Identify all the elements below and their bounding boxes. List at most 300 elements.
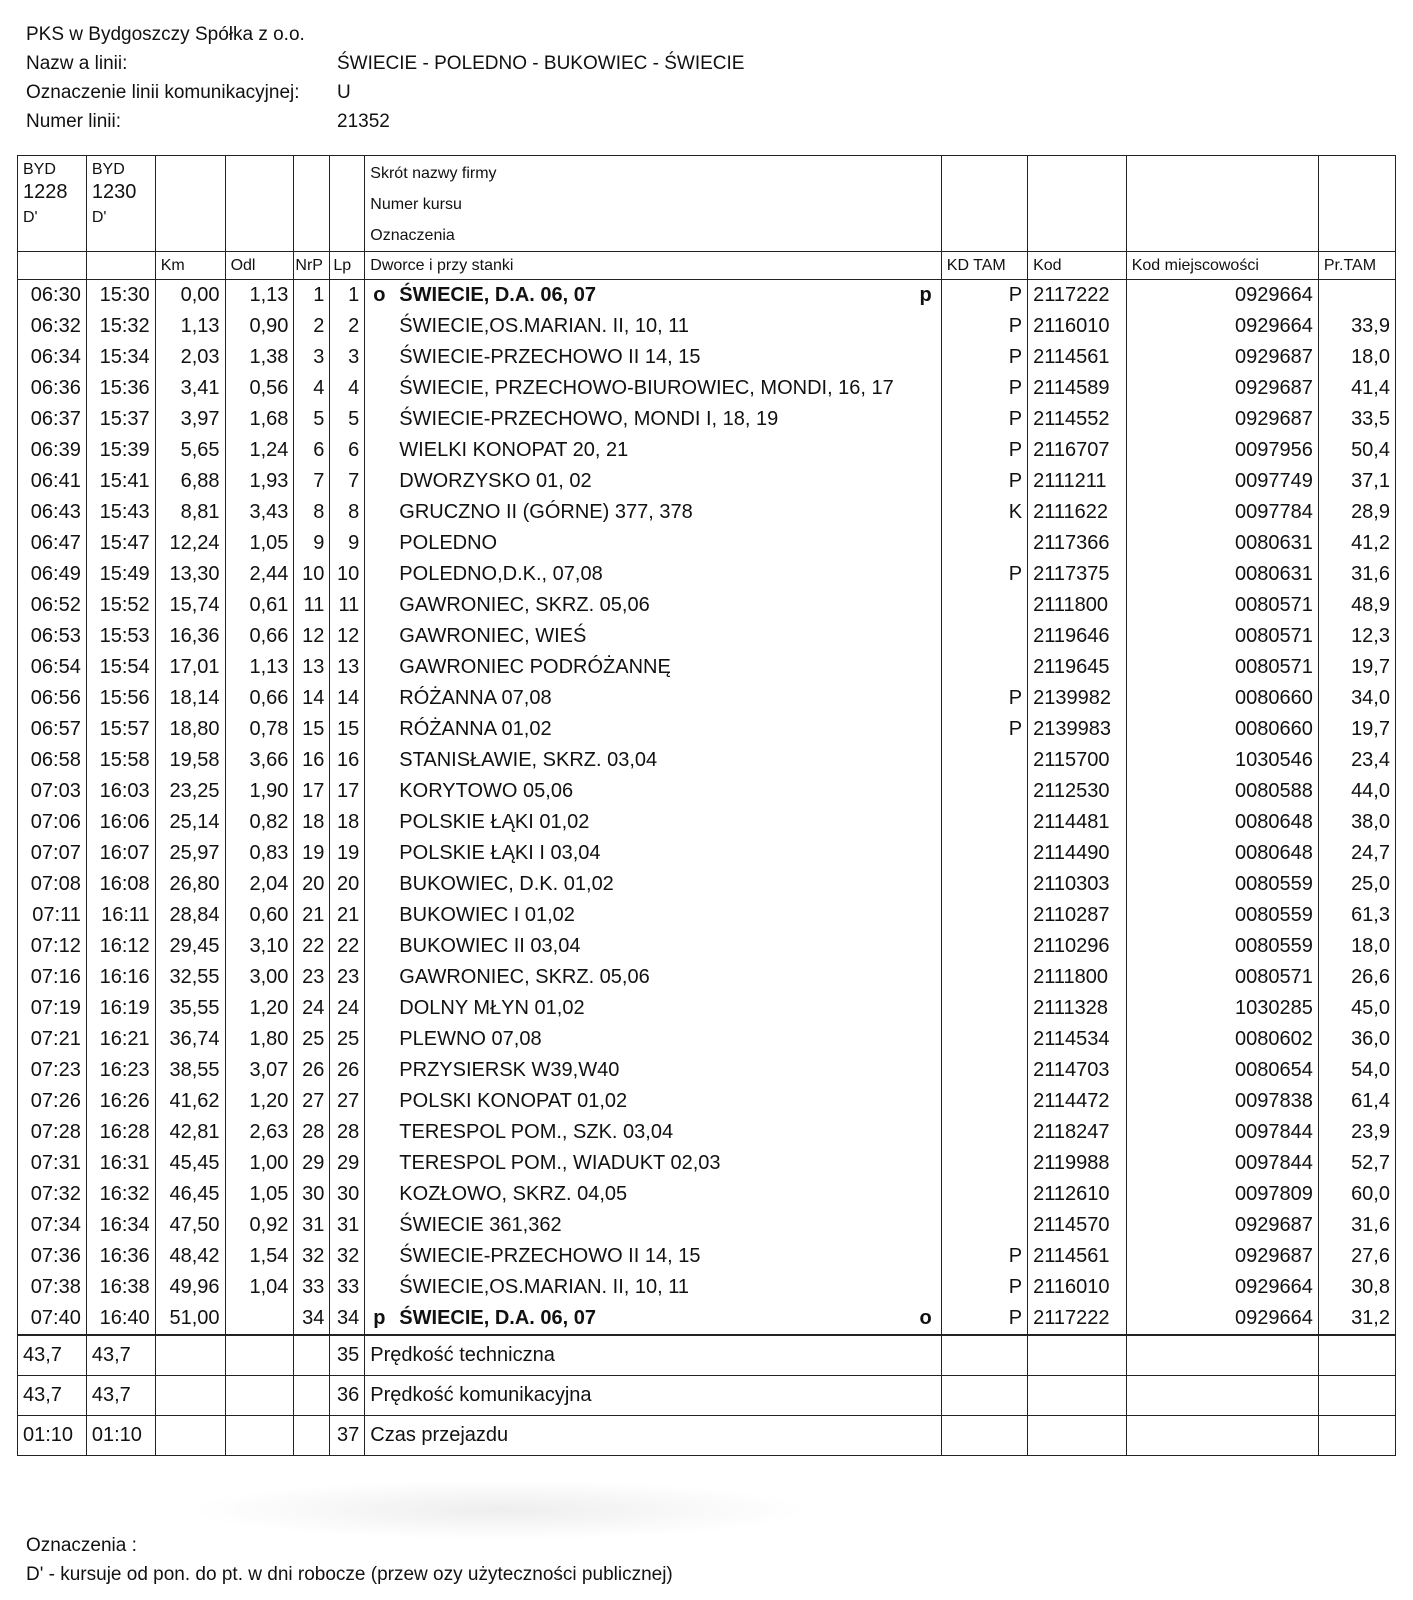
line-name: ŚWIECIE - POLEDNO - BUKOWIEC - ŚWIECIE (337, 53, 745, 74)
stop-nrp: 27 (294, 1086, 330, 1117)
stop-name-cell (365, 993, 941, 1024)
empty-header-cell (330, 156, 365, 252)
summary-empty-cell (1028, 1416, 1127, 1456)
stop-lp: 14 (330, 683, 365, 714)
stop-nrp: 14 (294, 683, 330, 714)
stop-name-wrap (373, 749, 935, 772)
stop-name-wrap (373, 935, 935, 958)
stop-code: 2110287 (1028, 900, 1127, 931)
stop-locality-code: 0080648 (1126, 807, 1318, 838)
stop-lp: 32 (330, 1241, 365, 1272)
stop-km: 25,14 (155, 807, 225, 838)
stop-nrp: 16 (294, 745, 330, 776)
col-header-lp: Lp (330, 252, 365, 280)
stop-time-course1: 07:19 (18, 993, 87, 1024)
col-header-kod-miejscowosci: Kod miejscowości (1126, 252, 1318, 280)
stop-row (18, 931, 1396, 962)
stop-time-course2: 16:08 (86, 869, 155, 900)
summary-empty-cell (1126, 1376, 1318, 1416)
stop-pr-tam: 18,0 (1318, 342, 1395, 373)
stop-km: 15,74 (155, 590, 225, 621)
stop-name-cell (365, 962, 941, 993)
stop-name-cell (365, 621, 941, 652)
stop-code: 2139983 (1028, 714, 1127, 745)
stop-kd-tam (941, 745, 1027, 776)
stop-name: BUKOWIEC, D.K. 01,02 (399, 873, 614, 895)
stop-name-wrap (373, 1152, 935, 1175)
stop-name-wrap (373, 656, 935, 679)
stop-distance: 1,04 (225, 1272, 294, 1303)
stop-code: 2114561 (1028, 342, 1127, 373)
stop-row (18, 435, 1396, 466)
col-header-pr-tam: Pr.TAM (1318, 252, 1395, 280)
course1-header (18, 156, 87, 252)
stop-pr-tam: 38,0 (1318, 807, 1395, 838)
course-header-row (18, 156, 1396, 252)
stop-lp: 31 (330, 1210, 365, 1241)
stop-row (18, 528, 1396, 559)
col-header-km: Km (155, 252, 225, 280)
stop-time-course1: 07:31 (18, 1148, 87, 1179)
stop-name: GAWRONIEC, SKRZ. 05,06 (399, 594, 650, 616)
stop-locality-code: 0080571 (1126, 652, 1318, 683)
stop-distance: 1,20 (225, 1086, 294, 1117)
stop-row (18, 900, 1396, 931)
stop-time-course2: 15:37 (86, 404, 155, 435)
stop-locality-code: 0080559 (1126, 900, 1318, 931)
stop-km: 35,55 (155, 993, 225, 1024)
stop-lp: 23 (330, 962, 365, 993)
stop-name: ŚWIECIE 361,362 (399, 1214, 562, 1236)
stop-pr-tam: 41,2 (1318, 528, 1395, 559)
stop-kd-tam: P (941, 311, 1027, 342)
stop-lp: 24 (330, 993, 365, 1024)
stop-code: 2114490 (1028, 838, 1127, 869)
stop-row (18, 373, 1396, 404)
stop-code: 2119988 (1028, 1148, 1127, 1179)
stop-name-wrap (373, 563, 935, 586)
stop-time-course2: 15:58 (86, 745, 155, 776)
stop-pr-tam: 31,2 (1318, 1303, 1395, 1335)
stop-name: ŚWIECIE-PRZECHOWO, MONDI I, 18, 19 (399, 408, 779, 430)
summary-empty-cell (941, 1335, 1027, 1376)
stop-lp: 27 (330, 1086, 365, 1117)
stop-kd-tam (941, 900, 1027, 931)
stop-kd-tam (941, 1179, 1027, 1210)
stop-name-wrap (373, 377, 935, 400)
stop-locality-code: 0080559 (1126, 931, 1318, 962)
stop-km: 41,62 (155, 1086, 225, 1117)
stop-time-course2: 16:11 (86, 900, 155, 931)
line-name-label: Nazw a linii: (26, 53, 128, 74)
stop-lp: 17 (330, 776, 365, 807)
stop-locality-code: 0929687 (1126, 404, 1318, 435)
stop-time-course2: 15:43 (86, 497, 155, 528)
stop-row (18, 590, 1396, 621)
column-header-row (18, 252, 1396, 280)
stop-lp: 28 (330, 1117, 365, 1148)
stop-code: 2116707 (1028, 435, 1127, 466)
stop-code: 2115700 (1028, 745, 1127, 776)
stop-locality-code: 0080602 (1126, 1024, 1318, 1055)
stop-lp: 30 (330, 1179, 365, 1210)
stop-nrp: 9 (294, 528, 330, 559)
stop-km: 36,74 (155, 1024, 225, 1055)
stop-kd-tam: P (941, 280, 1027, 312)
stop-name: GAWRONIEC, WIEŚ (399, 625, 587, 647)
stop-time-course2: 15:36 (86, 373, 155, 404)
stop-lp: 6 (330, 435, 365, 466)
stop-time-course1: 06:52 (18, 590, 87, 621)
stop-name-cell (365, 342, 941, 373)
stop-time-course2: 15:34 (86, 342, 155, 373)
stop-distance: 0,78 (225, 714, 294, 745)
stop-row (18, 807, 1396, 838)
stop-nrp: 17 (294, 776, 330, 807)
stop-name-cell (365, 1272, 941, 1303)
stop-time-course2: 15:32 (86, 311, 155, 342)
legend-note: D' - kursuje od pon. do pt. w dni robocze (przew ozy użyteczności publicznej) (26, 1564, 673, 1585)
stop-nrp: 22 (294, 931, 330, 962)
stop-distance: 0,83 (225, 838, 294, 869)
stop-locality-code: 0097749 (1126, 466, 1318, 497)
stop-lp: 10 (330, 559, 365, 590)
stop-row (18, 652, 1396, 683)
stop-lp: 2 (330, 311, 365, 342)
stop-row (18, 683, 1396, 714)
stop-kd-tam (941, 962, 1027, 993)
stop-nrp: 6 (294, 435, 330, 466)
summary-row (18, 1335, 1396, 1376)
stop-kd-tam (941, 1055, 1027, 1086)
stop-name-cell (365, 1055, 941, 1086)
stop-kd-tam (941, 869, 1027, 900)
stop-name-cell (365, 652, 941, 683)
stop-km: 16,36 (155, 621, 225, 652)
stop-locality-code: 0080660 (1126, 683, 1318, 714)
stop-pr-tam: 31,6 (1318, 559, 1395, 590)
stop-time-course1: 06:56 (18, 683, 87, 714)
marks-label: Oznaczenia (370, 227, 455, 244)
stop-lp: 5 (330, 404, 365, 435)
stop-name-cell (365, 497, 941, 528)
summary-empty-cell (941, 1376, 1027, 1416)
stop-row (18, 311, 1396, 342)
stop-code: 2110296 (1028, 931, 1127, 962)
col-header-nrp: NrP (294, 252, 330, 280)
stop-distance: 1,90 (225, 776, 294, 807)
stop-pr-tam (1318, 280, 1395, 312)
stop-km: 13,30 (155, 559, 225, 590)
stop-name-cell (365, 373, 941, 404)
stop-code: 2117222 (1028, 280, 1127, 312)
stop-code: 2114703 (1028, 1055, 1127, 1086)
stop-end-mark: p (919, 284, 932, 306)
stop-distance: 1,80 (225, 1024, 294, 1055)
stop-row (18, 559, 1396, 590)
stop-km: 12,24 (155, 528, 225, 559)
stop-name-cell (365, 900, 941, 931)
stop-kd-tam: P (941, 342, 1027, 373)
summary-empty-cell (294, 1335, 330, 1376)
stop-locality-code: 0097784 (1126, 497, 1318, 528)
empty-header-cell (294, 156, 330, 252)
stop-nrp: 12 (294, 621, 330, 652)
col-header-kd-tam: KD TAM (941, 252, 1027, 280)
stop-name: STANISŁAWIE, SKRZ. 03,04 (399, 749, 658, 771)
stop-time-course2: 16:32 (86, 1179, 155, 1210)
stop-pr-tam: 23,4 (1318, 745, 1395, 776)
stop-kd-tam: P (941, 559, 1027, 590)
stop-locality-code: 0080559 (1126, 869, 1318, 900)
stop-lp: 12 (330, 621, 365, 652)
col-header-time1 (18, 252, 87, 280)
summary-empty-cell (294, 1416, 330, 1456)
stop-kd-tam: P (941, 466, 1027, 497)
stop-name-cell (365, 466, 941, 497)
stop-code: 2112530 (1028, 776, 1127, 807)
stop-km: 25,97 (155, 838, 225, 869)
stop-locality-code: 1030546 (1126, 745, 1318, 776)
stop-km: 46,45 (155, 1179, 225, 1210)
stop-name-wrap (373, 904, 935, 927)
stop-name: ŚWIECIE,OS.MARIAN. II, 10, 11 (399, 315, 690, 337)
stop-pr-tam: 48,9 (1318, 590, 1395, 621)
stop-pr-tam: 24,7 (1318, 838, 1395, 869)
stop-row (18, 1241, 1396, 1272)
stop-lp: 26 (330, 1055, 365, 1086)
course2-mark: D' (91, 209, 107, 226)
stop-lp: 11 (330, 590, 365, 621)
stop-name: DWORZYSKO 01, 02 (399, 470, 592, 492)
stop-distance: 0,92 (225, 1210, 294, 1241)
stop-distance: 1,54 (225, 1241, 294, 1272)
summary-empty-cell (1126, 1335, 1318, 1376)
stop-time-course1: 07:06 (18, 807, 87, 838)
stop-lp: 21 (330, 900, 365, 931)
stop-time-course2: 15:52 (86, 590, 155, 621)
stop-locality-code: 0097809 (1126, 1179, 1318, 1210)
stop-name-wrap (373, 1059, 935, 1082)
stop-nrp: 11 (294, 590, 330, 621)
stop-nrp: 32 (294, 1241, 330, 1272)
stop-time-course1: 06:30 (18, 280, 87, 312)
stop-code: 2114472 (1028, 1086, 1127, 1117)
stop-locality-code: 1030285 (1126, 993, 1318, 1024)
stop-time-course2: 15:56 (86, 683, 155, 714)
stop-name-wrap (373, 284, 935, 307)
stop-name: KOZŁOWO, SKRZ. 04,05 (399, 1183, 628, 1205)
stop-locality-code: 0929664 (1126, 1303, 1318, 1335)
empty-header-cell (225, 156, 294, 252)
stop-nrp: 33 (294, 1272, 330, 1303)
stop-kd-tam (941, 807, 1027, 838)
summary-empty-cell (1318, 1416, 1395, 1456)
line-number-label: Numer linii: (26, 111, 122, 132)
stop-name: BUKOWIEC II 03,04 (399, 935, 581, 957)
summary-empty-cell (1318, 1335, 1395, 1376)
stop-locality-code: 0929687 (1126, 1241, 1318, 1272)
stop-km: 49,96 (155, 1272, 225, 1303)
stop-km: 38,55 (155, 1055, 225, 1086)
stop-time-course1: 07:28 (18, 1117, 87, 1148)
stop-pr-tam: 60,0 (1318, 1179, 1395, 1210)
stop-km: 3,41 (155, 373, 225, 404)
stop-km: 2,03 (155, 342, 225, 373)
stop-name-cell (365, 590, 941, 621)
stop-row (18, 497, 1396, 528)
stop-kd-tam: P (941, 714, 1027, 745)
stop-time-course2: 16:28 (86, 1117, 155, 1148)
stop-pr-tam: 45,0 (1318, 993, 1395, 1024)
stop-name-wrap (373, 1276, 935, 1299)
stop-km: 5,65 (155, 435, 225, 466)
stop-name-wrap (373, 501, 935, 524)
stop-distance: 0,90 (225, 311, 294, 342)
stop-name-cell (365, 1148, 941, 1179)
stop-nrp: 25 (294, 1024, 330, 1055)
stop-distance: 3,00 (225, 962, 294, 993)
stop-time-course1: 07:03 (18, 776, 87, 807)
stop-name-cell (365, 559, 941, 590)
stop-name-cell (365, 280, 941, 312)
stop-pr-tam: 18,0 (1318, 931, 1395, 962)
stop-time-course2: 15:39 (86, 435, 155, 466)
summary-label: Czas przejazdu (365, 1416, 941, 1456)
summary-row (18, 1416, 1396, 1456)
stop-distance (225, 1303, 294, 1335)
stop-time-course2: 15:41 (86, 466, 155, 497)
stop-time-course2: 16:16 (86, 962, 155, 993)
stop-name-cell (365, 1210, 941, 1241)
stop-km: 0,00 (155, 280, 225, 312)
stop-nrp: 8 (294, 497, 330, 528)
stop-pr-tam: 12,3 (1318, 621, 1395, 652)
stop-name-cell (365, 1117, 941, 1148)
stop-code: 2117366 (1028, 528, 1127, 559)
line-designation: U (337, 82, 351, 103)
summary-empty-cell (294, 1376, 330, 1416)
stop-time-course1: 06:39 (18, 435, 87, 466)
stop-code: 2116010 (1028, 1272, 1127, 1303)
stop-distance: 1,00 (225, 1148, 294, 1179)
stop-code: 2114561 (1028, 1241, 1127, 1272)
stop-locality-code: 0097838 (1126, 1086, 1318, 1117)
summary-empty-cell (225, 1335, 294, 1376)
stop-nrp: 31 (294, 1210, 330, 1241)
stop-locality-code: 0080571 (1126, 621, 1318, 652)
stop-name: PLEWNO 07,08 (399, 1028, 542, 1050)
stop-code: 2111622 (1028, 497, 1127, 528)
stop-name-cell (365, 1241, 941, 1272)
stop-row (18, 1117, 1396, 1148)
stop-time-course1: 07:07 (18, 838, 87, 869)
stop-name-wrap (373, 439, 935, 462)
stop-name: ŚWIECIE,OS.MARIAN. II, 10, 11 (399, 1276, 690, 1298)
empty-header-cell (1318, 156, 1395, 252)
stop-code: 2114534 (1028, 1024, 1127, 1055)
stop-name: RÓŻANNA 07,08 (399, 687, 552, 709)
legend (26, 1531, 673, 1589)
stop-pr-tam: 19,7 (1318, 652, 1395, 683)
stop-name-wrap (373, 1183, 935, 1206)
stop-lp: 13 (330, 652, 365, 683)
stop-locality-code: 0929687 (1126, 373, 1318, 404)
stop-distance: 3,10 (225, 931, 294, 962)
stop-locality-code: 0080631 (1126, 559, 1318, 590)
stop-name-wrap (373, 346, 935, 369)
summary-empty-cell (1028, 1335, 1127, 1376)
stop-time-course2: 15:49 (86, 559, 155, 590)
stop-pr-tam: 30,8 (1318, 1272, 1395, 1303)
summary-empty-cell (155, 1376, 225, 1416)
stop-code: 2114589 (1028, 373, 1127, 404)
stop-row (18, 1055, 1396, 1086)
stop-time-course1: 07:34 (18, 1210, 87, 1241)
stop-time-course2: 16:03 (86, 776, 155, 807)
stop-name-cell (365, 714, 941, 745)
stop-distance: 0,60 (225, 900, 294, 931)
stop-nrp: 23 (294, 962, 330, 993)
stop-row (18, 404, 1396, 435)
stop-name-cell (365, 528, 941, 559)
stop-lp: 18 (330, 807, 365, 838)
stop-time-course1: 06:34 (18, 342, 87, 373)
stop-pr-tam: 61,4 (1318, 1086, 1395, 1117)
stop-km: 29,45 (155, 931, 225, 962)
stop-nrp: 20 (294, 869, 330, 900)
stop-distance: 0,56 (225, 373, 294, 404)
stop-time-course2: 16:38 (86, 1272, 155, 1303)
stop-name-cell (365, 1303, 941, 1335)
stop-row (18, 1024, 1396, 1055)
stop-kd-tam: K (941, 497, 1027, 528)
stop-pr-tam: 37,1 (1318, 466, 1395, 497)
stop-pr-tam: 25,0 (1318, 869, 1395, 900)
stop-pr-tam: 23,9 (1318, 1117, 1395, 1148)
empty-header-cell (155, 156, 225, 252)
stop-pr-tam: 34,0 (1318, 683, 1395, 714)
stop-nrp: 3 (294, 342, 330, 373)
stop-lp: 4 (330, 373, 365, 404)
stop-code: 2111328 (1028, 993, 1127, 1024)
stop-name-wrap (373, 718, 935, 741)
stop-code: 2139982 (1028, 683, 1127, 714)
empty-header-cell (1028, 156, 1127, 252)
stop-nrp: 5 (294, 404, 330, 435)
stop-name: POLEDNO,D.K., 07,08 (399, 563, 603, 585)
stop-name: BUKOWIEC I 01,02 (399, 904, 575, 926)
summary-empty-cell (1028, 1376, 1127, 1416)
stop-code: 2119645 (1028, 652, 1127, 683)
stop-distance: 3,07 (225, 1055, 294, 1086)
stop-time-course1: 07:12 (18, 931, 87, 962)
summary-lp: 36 (330, 1376, 365, 1416)
stop-code: 2112610 (1028, 1179, 1127, 1210)
stop-pr-tam: 33,9 (1318, 311, 1395, 342)
stop-lp: 25 (330, 1024, 365, 1055)
summary-value-course1: 43,7 (18, 1335, 87, 1376)
stop-name-wrap (373, 966, 935, 989)
stop-kd-tam: P (941, 683, 1027, 714)
stop-row (18, 1179, 1396, 1210)
stop-lp: 7 (330, 466, 365, 497)
stop-distance: 1,68 (225, 404, 294, 435)
stop-time-course2: 15:54 (86, 652, 155, 683)
stop-pr-tam: 26,6 (1318, 962, 1395, 993)
stop-time-course2: 16:31 (86, 1148, 155, 1179)
stop-lp: 3 (330, 342, 365, 373)
